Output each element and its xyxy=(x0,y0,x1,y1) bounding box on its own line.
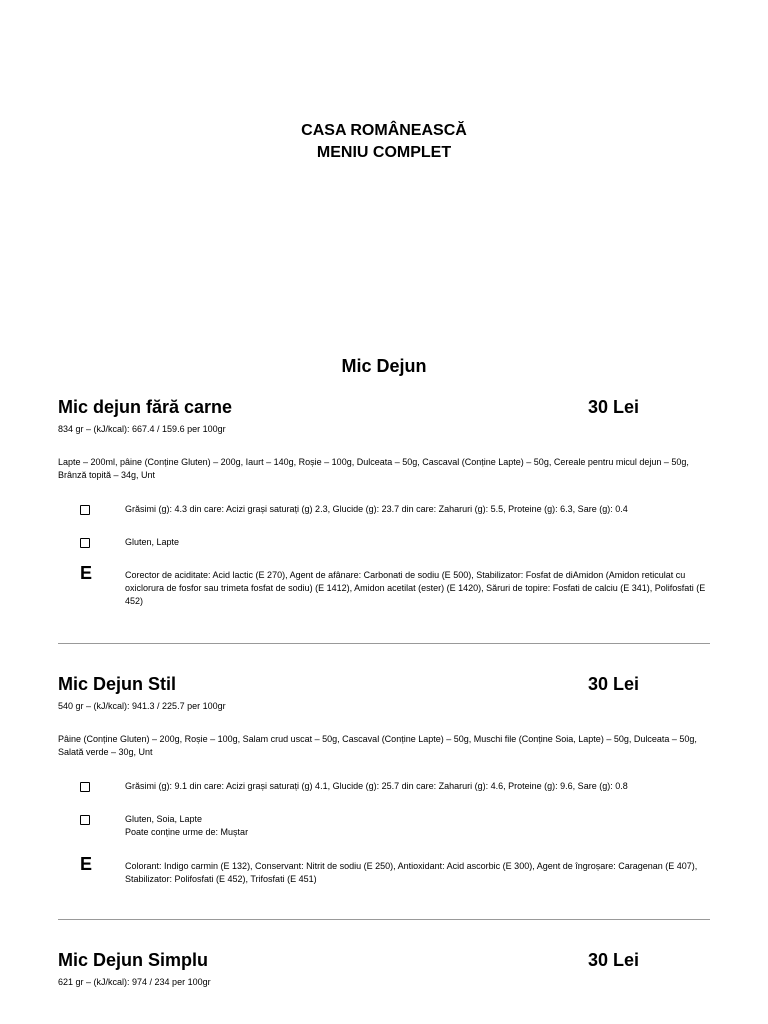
item-energy: 621 gr – (kJ/kcal): 974 / 234 per 100gr xyxy=(58,977,211,987)
divider xyxy=(58,919,710,920)
nutrition-row xyxy=(80,780,710,793)
menu-item xyxy=(58,395,710,608)
allergens-row xyxy=(80,813,710,839)
additives-e-icon: E xyxy=(80,854,93,874)
additives-row xyxy=(80,854,710,886)
item-price: 30 Lei xyxy=(588,397,640,417)
nutrition-text: Grăsimi (g): 4.3 din care: Acizi grași saturați (g) 2.3, Glucide (g): 23.7 din care: Zaharuri (g): 5.5, Proteine (g): 6.3, Sare (g): 0.4 xyxy=(125,504,628,514)
allergens-row xyxy=(80,536,710,549)
nutrition-icon xyxy=(80,505,90,515)
item-name: Mic dejun fără carne xyxy=(58,397,233,417)
item-ingredients: Lapte – 200ml, pâine (Conține Gluten) – 200g, Iaurt – 140g, Roșie – 100g, Dulceata – 50g, Cascaval (Conține Lapte) – 50g, Cereale pentru micul dejun – 50g, Brânză topită – 34g, Unt xyxy=(58,457,689,480)
allergens-text: Gluten, Soia, Lapte xyxy=(125,814,203,824)
nutrition-text: Grăsimi (g): 9.1 din care: Acizi grași saturați (g) 4.1, Glucide (g): 25.7 din care: Zaharuri (g): 4.6, Proteine (g): 9.6, Sare (g): 0.8 xyxy=(125,781,628,791)
allergen-icon xyxy=(80,815,90,825)
section-title: Mic Dejun xyxy=(341,356,427,376)
item-price: 30 Lei xyxy=(588,674,640,694)
item-ingredients: Pâine (Conține Gluten) – 200g, Roșie – 100g, Salam crud uscat – 50g, Cascaval (Conține Lapte) – 50g, Muschi file (Conține Soia, Lapte) – 50g, Dulceata – 50g, Salată verde – 30g, Unt xyxy=(58,734,697,757)
additives-text: Colorant: Indigo carmin (E 132), Conservant: Nitrit de sodiu (E 250), Antioxidant: Acid ascorbic (E 300), Agent de îngroșare: Caragenan (E 407), Stabilizator: Polifosfati (E 452), Trifosfati (E 451) xyxy=(125,861,698,884)
menu-title: MENIU COMPLET xyxy=(316,144,452,161)
item-energy: 540 gr – (kJ/kcal): 941.3 / 225.7 per 100gr xyxy=(58,701,226,711)
item-name: Mic Dejun Stil xyxy=(58,674,177,694)
nutrition-row xyxy=(80,503,710,516)
additives-e-icon: E xyxy=(80,563,93,583)
additives-text: Corector de aciditate: Acid lactic (E 270), Agent de afânare: Carbonati de sodiu (E 500), Stabilizator: Fosfat de diAmidon (Amidon reticulat cu oxiclorura de fosfor sau trimeta fosfat de sodiu) (E 1412), Amidon acetilat (ester) (E 1420), Săruri de topire: Fosfati de calciu (E 341), Polifosfati (E 452) xyxy=(125,570,706,606)
item-energy: 834 gr – (kJ/kcal): 667.4 / 159.6 per 100gr xyxy=(58,424,226,434)
item-name: Mic Dejun Simplu xyxy=(58,950,209,970)
allergen-icon xyxy=(80,538,90,548)
additives-row xyxy=(80,563,710,608)
menu-item xyxy=(58,672,710,886)
restaurant-name: CASA ROMÂNEASCĂ xyxy=(301,122,467,139)
allergens-text: Gluten, Lapte xyxy=(125,537,180,547)
page-header xyxy=(0,120,768,164)
item-price: 30 Lei xyxy=(588,950,640,970)
nutrition-icon xyxy=(80,782,90,792)
divider xyxy=(58,643,710,644)
menu-item xyxy=(58,948,710,988)
allergens-trace-text: Poate conține urme de: Muștar xyxy=(125,827,249,837)
